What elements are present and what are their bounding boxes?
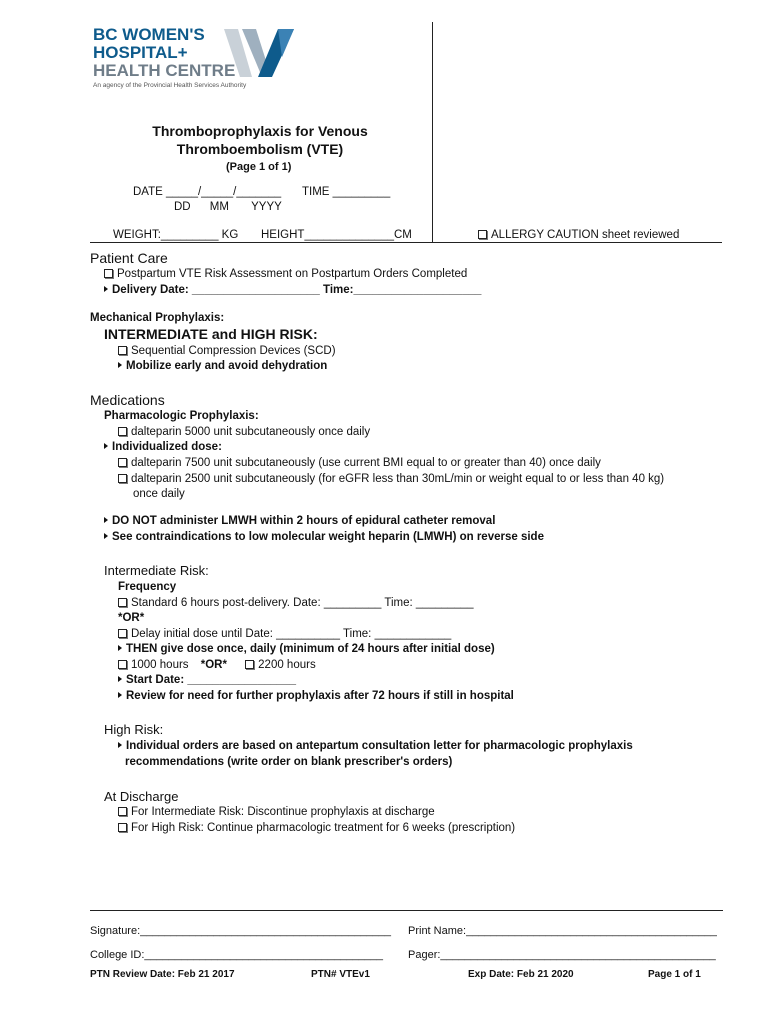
discharge-intermediate-label: For Intermediate Risk: Discontinue prophylaxis at discharge — [131, 806, 435, 818]
signature-field[interactable]: Signature:_________________________________________ — [90, 925, 391, 937]
height-field[interactable]: HEIGHT______________CM — [261, 229, 412, 241]
dalteparin-2500-label: dalteparin 2500 unit subcutaneously (for eGFR less than 30mL/min or weight equal to or less than 40 kg) — [131, 473, 665, 485]
bullet-arrow-icon — [104, 533, 108, 539]
dalteparin-7500-label: dalteparin 7500 unit subcutaneously (use current BMI equal to or greater than 40) once daily — [131, 457, 601, 469]
college-id-field[interactable]: College ID:_______________________________________ — [90, 949, 384, 961]
standard-6h-row[interactable] — [118, 597, 473, 609]
header-divider — [432, 22, 433, 242]
print-name-field[interactable]: Print Name:_________________________________________ — [408, 925, 717, 937]
frequency-label: Frequency — [118, 581, 177, 593]
review-72h-row — [118, 690, 514, 702]
dalteparin-5000-label: dalteparin 5000 unit subcutaneously once daily — [131, 426, 371, 438]
dalteparin-7500-checkbox[interactable] — [118, 458, 127, 467]
mechanical-prophylaxis-label: Mechanical Prophylaxis: — [90, 312, 225, 324]
pager-field[interactable]: Pager:_____________________________________________ — [408, 949, 716, 961]
postpartum-label: Postpartum VTE Risk Assessment on Postpartum Orders Completed — [117, 268, 468, 280]
weight-field[interactable]: WEIGHT:_________ KG — [113, 229, 239, 241]
high-risk-heading: High Risk: — [104, 722, 164, 737]
patient-care-heading: Patient Care — [90, 250, 168, 266]
logo-line-1: BC WOMEN'S — [93, 25, 205, 44]
date-format-hint: DD MM YYYY — [174, 201, 282, 213]
standard-6h-checkbox[interactable] — [118, 598, 127, 607]
start-date-label: Start Date: _________________ — [126, 674, 297, 686]
logo-line-3: HEALTH CENTRE — [93, 61, 236, 80]
medications-heading: Medications — [90, 392, 165, 408]
or-label: *OR* — [200, 659, 227, 671]
time-field[interactable]: TIME _________ — [302, 186, 391, 198]
logo-w-mark-icon — [222, 27, 302, 79]
mobilize-row — [118, 360, 327, 372]
page-title-line-2: Thromboembolism (VTE) — [176, 141, 344, 157]
dalteparin-2500-checkbox[interactable] — [118, 474, 127, 483]
intermediate-risk-heading: Intermediate Risk: — [104, 563, 209, 578]
then-give-dose-label: THEN give dose once, daily (minimum of 24 hours after initial dose) — [126, 643, 495, 655]
allergy-caution-checkbox-row[interactable] — [478, 229, 679, 241]
bullet-arrow-icon — [104, 517, 108, 523]
dose-time-row[interactable] — [118, 659, 316, 671]
ptn-number: PTN# VTEv1 — [311, 969, 370, 980]
contraindications-label: See contraindications to low molecular weight heparin (LMWH) on reverse side — [112, 531, 544, 543]
discharge-intermediate-checkbox[interactable] — [118, 807, 127, 816]
intermediate-high-risk-heading: INTERMEDIATE and HIGH RISK: — [104, 326, 318, 342]
no-lmwh-row — [104, 515, 495, 527]
delay-initial-dose-checkbox[interactable] — [118, 629, 127, 638]
1000-hours-checkbox[interactable] — [118, 660, 127, 669]
review-date: PTN Review Date: Feb 21 2017 — [90, 969, 235, 980]
mobilize-label: Mobilize early and avoid dehydration — [126, 360, 328, 372]
allergy-checkbox[interactable] — [478, 230, 487, 239]
bullet-arrow-icon — [104, 286, 108, 292]
logo-agency: An agency of the Provincial Health Services Authority — [93, 82, 247, 89]
header-bottom-rule — [90, 242, 722, 243]
2200-hours-label: 2200 hours — [258, 659, 316, 671]
delay-initial-dose-row[interactable] — [118, 628, 451, 640]
bullet-arrow-icon — [118, 692, 122, 698]
scd-label: Sequential Compression Devices (SCD) — [131, 345, 336, 357]
standard-6h-label: Standard 6 hours post-delivery. Date: _________ Time: _________ — [131, 597, 474, 609]
bullet-arrow-icon — [104, 443, 108, 449]
pharmacologic-prophylaxis-label: Pharmacologic Prophylaxis: — [104, 410, 259, 422]
bullet-arrow-icon — [118, 676, 122, 682]
2200-hours-checkbox[interactable] — [245, 660, 254, 669]
1000-hours-label: 1000 hours — [131, 659, 189, 671]
page-indicator: (Page 1 of 1) — [226, 161, 292, 173]
scd-checkbox-row[interactable] — [118, 345, 336, 357]
scd-checkbox[interactable] — [118, 346, 127, 355]
bullet-arrow-icon — [118, 362, 122, 368]
dalteparin-5000-checkbox[interactable] — [118, 427, 127, 436]
dalteparin-5000-row[interactable] — [118, 426, 370, 438]
discharge-intermediate-row[interactable] — [118, 806, 435, 818]
dalteparin-2500-continued: once daily — [133, 488, 185, 500]
individualized-dose-label: Individualized dose: — [112, 441, 222, 453]
discharge-high-checkbox[interactable] — [118, 823, 127, 832]
high-risk-line-2: recommendations (write order on blank prescriber's orders) — [125, 756, 453, 768]
dalteparin-7500-row[interactable] — [118, 457, 601, 469]
discharge-high-label: For High Risk: Continue pharmacologic treatment for 6 weeks (prescription) — [131, 822, 516, 834]
postpartum-checkbox-row[interactable] — [104, 268, 467, 280]
bullet-arrow-icon — [118, 742, 122, 748]
contraindications-row — [104, 531, 544, 543]
allergy-label: ALLERGY CAUTION sheet reviewed — [491, 229, 680, 241]
footer-rule — [90, 910, 723, 911]
or-separator: *OR* — [118, 612, 145, 624]
delivery-date-label: Delivery Date: ____________________ Time:____________________ — [112, 284, 482, 296]
page-title-line-1: Thromboprophylaxis for Venous — [152, 123, 368, 139]
at-discharge-heading: At Discharge — [104, 789, 179, 804]
expiry-date: Exp Date: Feb 21 2020 — [468, 969, 574, 980]
discharge-high-row[interactable] — [118, 822, 515, 834]
start-date-row[interactable] — [118, 674, 296, 686]
dalteparin-2500-row[interactable] — [118, 473, 664, 485]
high-risk-line-1 — [118, 740, 633, 752]
footer-page-number: Page 1 of 1 — [648, 969, 701, 980]
delivery-date-row[interactable] — [104, 284, 481, 296]
logo-line-2: HOSPITAL+ — [93, 43, 188, 62]
date-field[interactable]: DATE _____/_____/_______ — [133, 186, 282, 198]
high-risk-line-1-label: Individual orders are based on antepartum consultation letter for pharmacologic prophylaxis — [126, 740, 633, 752]
postpartum-checkbox[interactable] — [104, 269, 113, 278]
delay-initial-dose-label: Delay initial dose until Date: __________ Time: ____________ — [131, 628, 452, 640]
bullet-arrow-icon — [118, 645, 122, 651]
no-lmwh-label: DO NOT administer LMWH within 2 hours of epidural catheter removal — [112, 515, 496, 527]
then-give-dose-row — [118, 643, 495, 655]
individualized-dose-row — [104, 441, 222, 453]
review-72h-label: Review for need for further prophylaxis after 72 hours if still in hospital — [126, 690, 514, 702]
